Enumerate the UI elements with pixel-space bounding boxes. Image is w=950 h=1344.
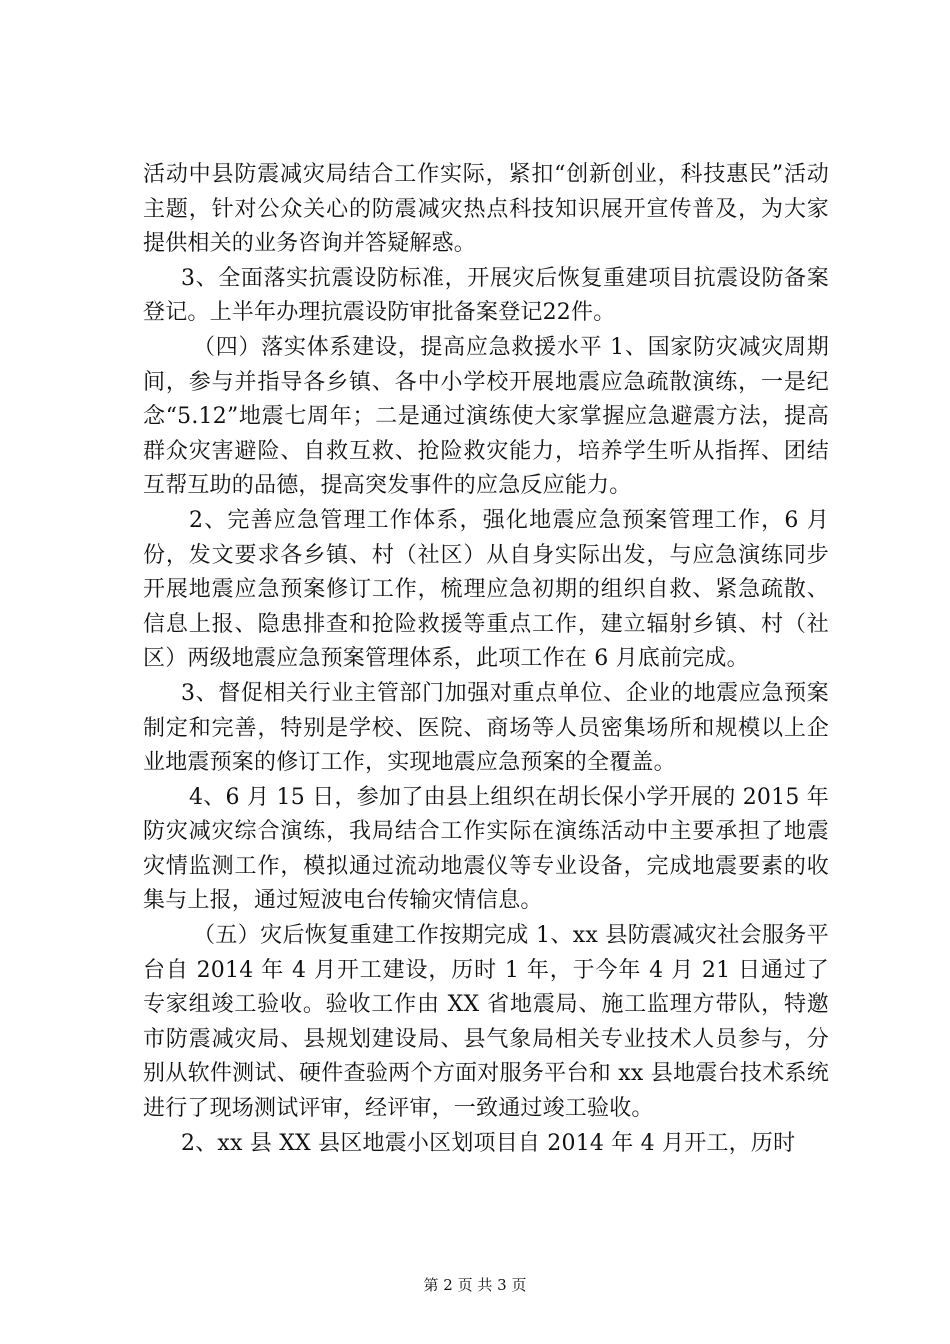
page-footer: 第 2 页 共 3 页: [423, 1276, 527, 1294]
paragraph-emergency-management: 2、完善应急管理工作体系，强化地震应急预案管理工作，6 月份，发文要求各乡镇、村（社区）从自身实际出发，与应急演练同步开展地震应急预案修订工作，梳理应急初期的组织自救、紧急疏散、信息上报、隐患排查和抢险救援等重点工作，建立辐射乡镇、村（社区）两级地震应急预案管理体系，此项工作在 6 月底前完成。: [143, 507, 829, 672]
paragraph-emergency-system: （四）落实体系建设，提高应急救援水平 1、国家防灾减灾周期间，参与并指导各乡镇、各中小学校开展地震应急疏散演练，一是纪念“5.12”地震七周年；二是通过演练使大家掌握应急避震方法，提高群众灾害避险、自救互救、抢险救灾能力，培养学生听从指挥、团结互帮互助的品德，提高突发事件的应急反应能力。: [143, 334, 829, 499]
paragraph-publicity: 活动中县防震减灾局结合工作实际，紧扣“创新创业，科技惠民”活动主题，针对公众关心的防震减灾热点科技知识展开宣传普及，为大家提供相关的业务咨询并答疑解惑。: [143, 162, 829, 257]
paragraph-plan-supervision: 3、督促相关行业主管部门加强对重点单位、企业的地震应急预案制定和完善，特别是学校、医院、商场等人员密集场所和规模以上企业地震预案的修订工作，实现地震应急预案的全覆盖。: [143, 680, 829, 776]
paragraph-microzonation: 2、xx 县 XX 县区地震小区划项目自 2014 年 4 月开工，历时: [181, 1130, 796, 1156]
paragraph-reconstruction: （五）灾后恢复重建工作按期完成 1、xx 县防震减灾社会服务平台自 2014 年 4 月开工建设，历时 1 年，于今年 4 月 21 日通过了专家组竣工验收。验收工作由 XX 省地震局、施工监理方带队，特邀市防震减灾局、县规划建设局、县气象局相关专业技术人员参与，分别从软件测试、硬件查验两个方面对服务平台和 xx 县地震台技术系统进行了现场测试评审，经评审，一致通过竣工验收。: [143, 923, 829, 1122]
paragraph-seismic-fortification: 3、全面落实抗震设防标准，开展灾后恢复重建项目抗震设防备案登记。上半年办理抗震设防审批备案登记22件。: [143, 265, 829, 326]
paragraph-drill: 4、6 月 15 日，参加了由县上组织在胡长保小学开展的 2015 年防灾减灾综合演练，我局结合工作实际在演练活动中主要承担了地震灾情监测工作，模拟通过流动地震仪等专业设备，完成地震要素的收集与上报，通过短波电台传输灾情信息。: [143, 784, 829, 914]
document-body: [143, 158, 829, 1161]
